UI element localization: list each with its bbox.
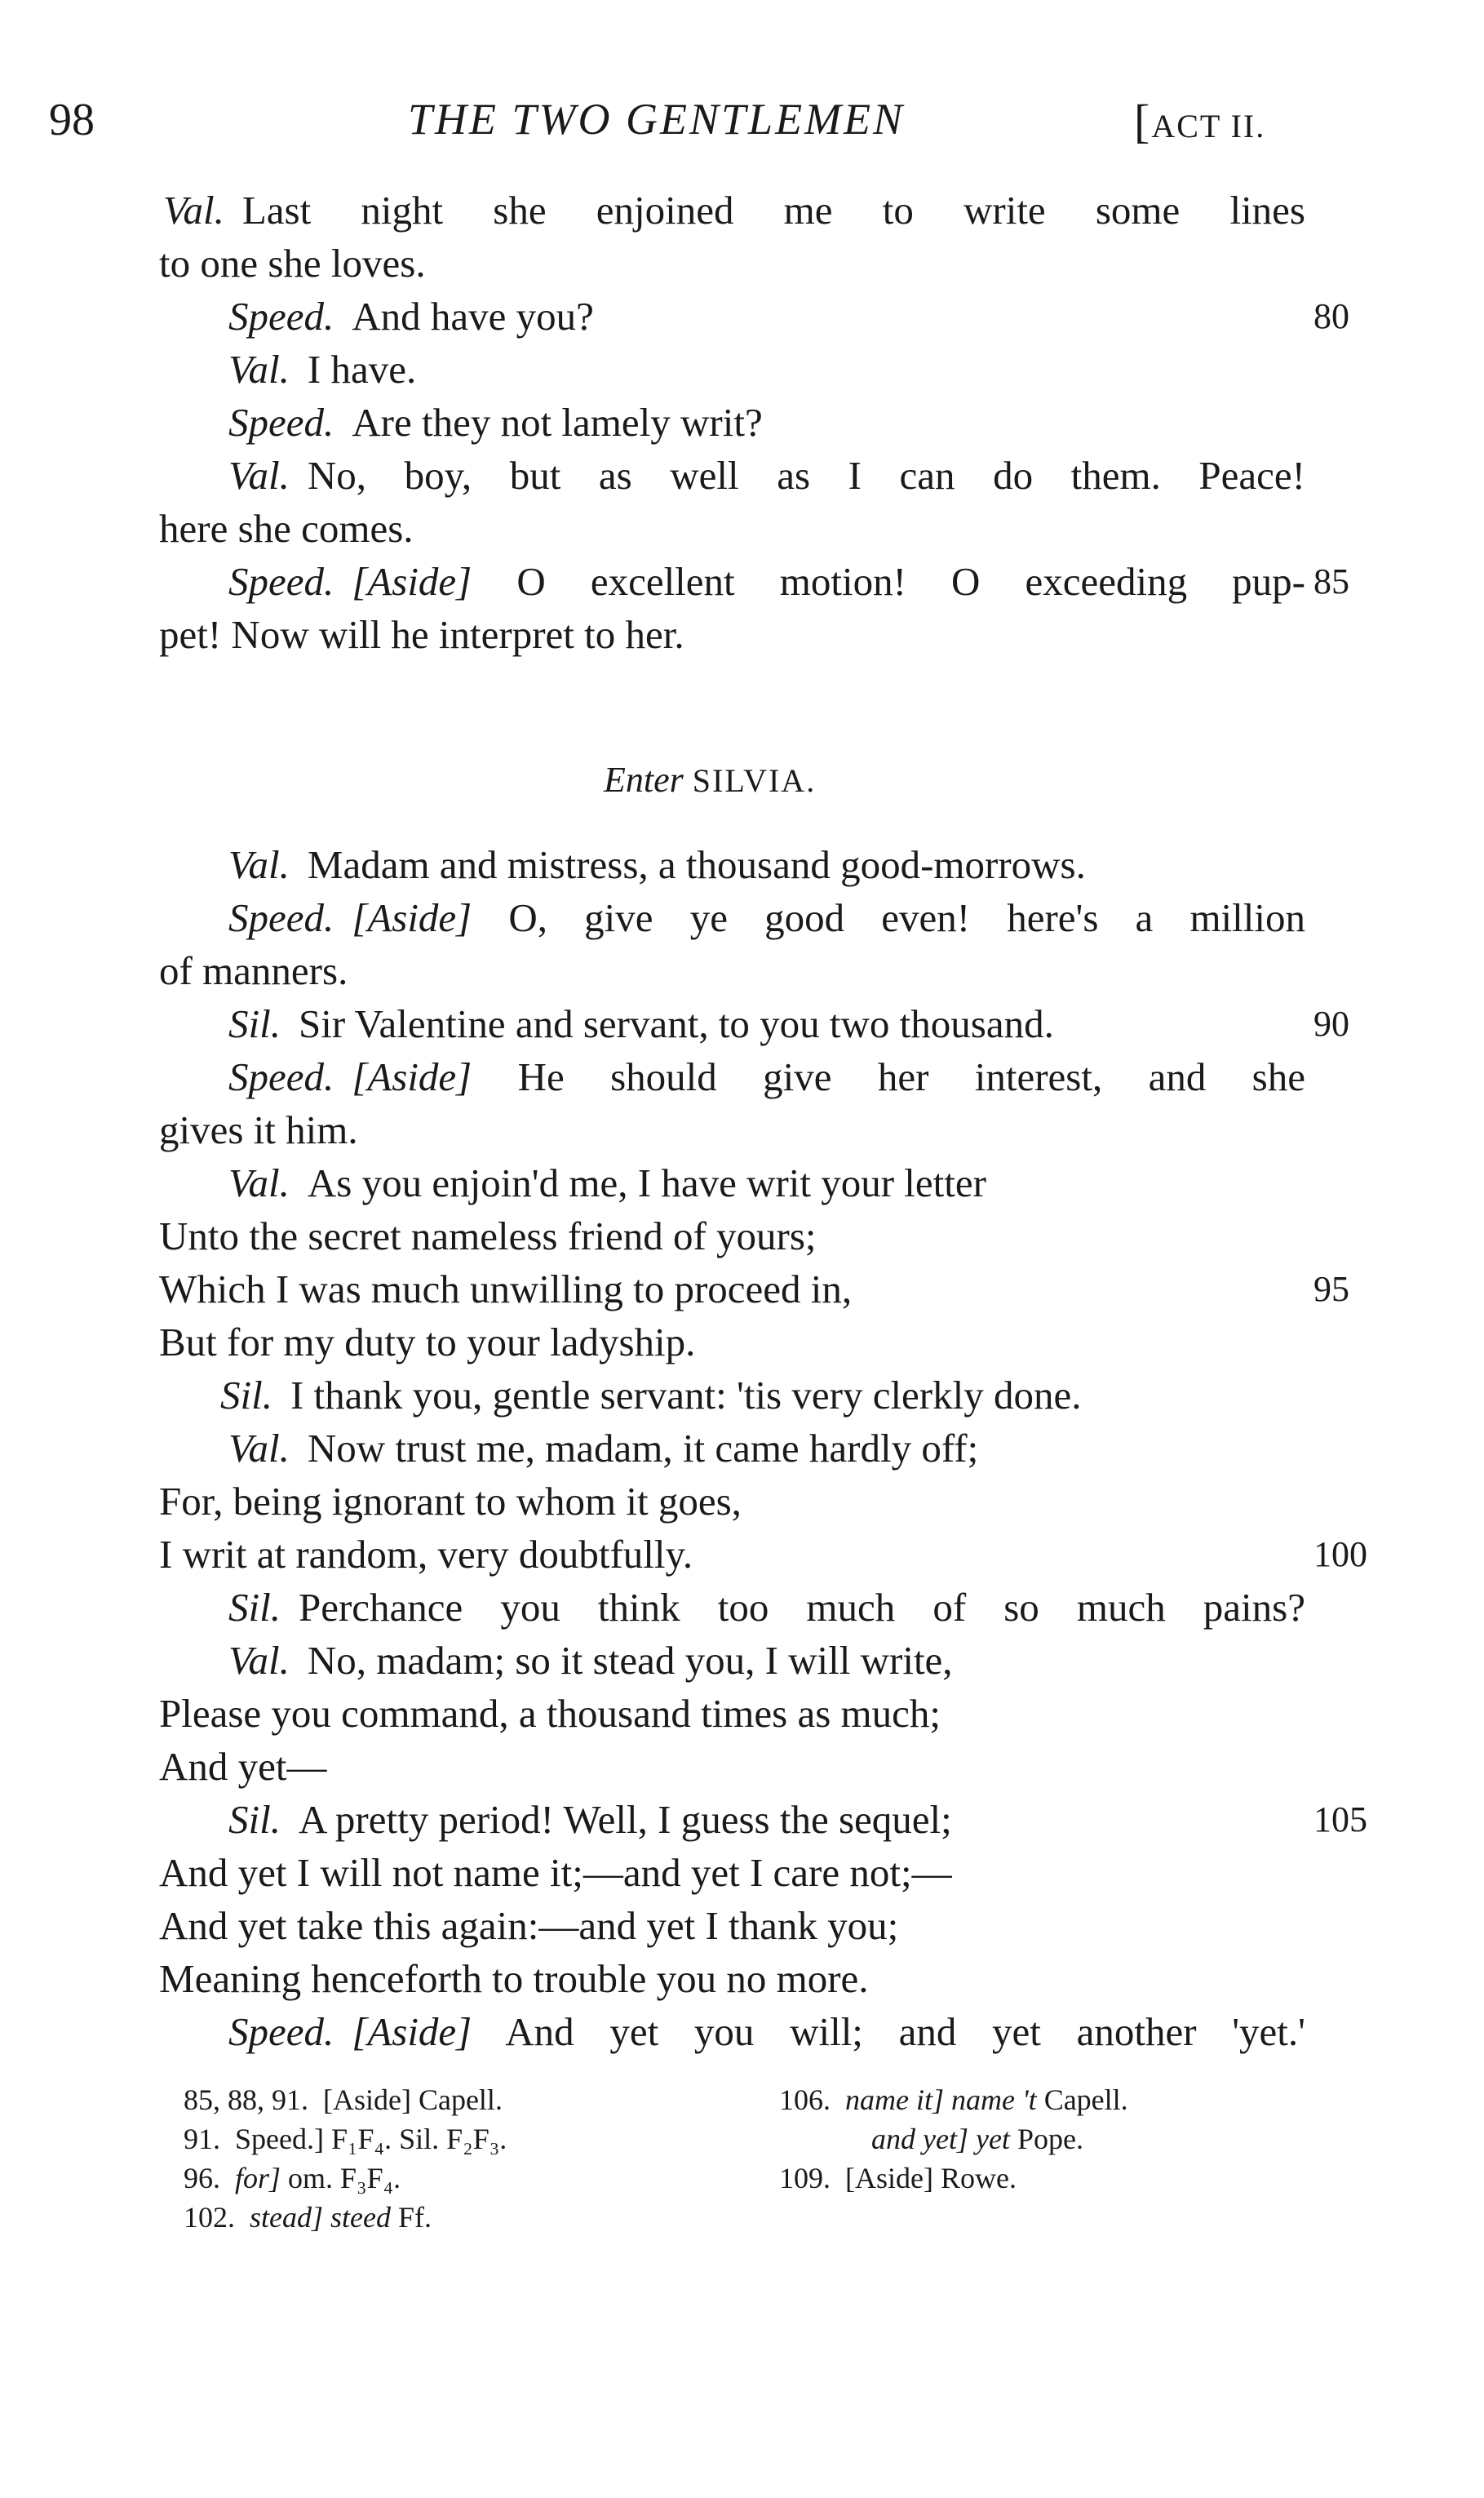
line-text: Perchance you think too much of so much pains?: [298, 1585, 1305, 1630]
text-line: [228, 1000, 1054, 1049]
line-number: 85: [1313, 561, 1349, 601]
text-line: Which I was much unwilling to proceed in,: [159, 1267, 853, 1311]
speaker: Val.: [228, 1426, 290, 1471]
line-text: No, madam; so it stead you, I will write,: [307, 1638, 953, 1683]
speaker: Sil.: [228, 1001, 281, 1046]
text-line: [228, 398, 763, 447]
line-text: Sir Valentine and servant, to you two thousand.: [298, 1001, 1054, 1046]
text-line: [228, 557, 1305, 606]
footnote-lemma: for]: [235, 2162, 281, 2194]
text-line: of manners.: [159, 948, 348, 993]
stage-direction: [Aside]: [352, 2009, 472, 2054]
footnote-ref: 109.: [779, 2162, 831, 2194]
stage-direction: [Aside]: [352, 559, 472, 604]
speaker: Sil.: [220, 1373, 272, 1418]
line-text: O, give ye good even! here's a million: [508, 895, 1306, 940]
footnote-reading: yet: [975, 2123, 1010, 2155]
line-text: I have.: [307, 347, 417, 392]
speaker: Val.: [228, 453, 290, 498]
line-text: I thank you, gentle servant: 'tis very clerkly done.: [290, 1373, 1082, 1418]
footnote: [184, 2199, 432, 2236]
speaker: Sil.: [228, 1797, 281, 1842]
stage-entry: [604, 756, 816, 805]
text-line: [228, 1159, 986, 1208]
line-text: Last night she enjoined me to write some lines: [241, 188, 1305, 233]
footnote-lemma: and yet]: [871, 2123, 968, 2155]
entry-name: SILVIA.: [692, 762, 817, 799]
speaker: Val.: [228, 1160, 290, 1205]
text-line: [228, 1583, 1305, 1632]
footnote-ref: 102.: [184, 2201, 235, 2234]
text-line: For, being ignorant to whom it goes,: [159, 1479, 742, 1524]
line-text: As you enjoin'd me, I have writ your letter: [307, 1160, 986, 1205]
speaker: Speed.: [228, 400, 334, 445]
footnote: [871, 2120, 1083, 2158]
text-line: to one she loves.: [159, 241, 426, 286]
text-line: [228, 345, 416, 394]
line-number: 80: [1313, 296, 1349, 336]
line-text: A pretty period! Well, I guess the sequel;: [298, 1797, 952, 1842]
footnote: [779, 2081, 1128, 2119]
line-number: 105: [1313, 1799, 1367, 1839]
footnote-reading: steed: [330, 2201, 391, 2234]
text-line: here she comes.: [159, 506, 414, 551]
footnote-note: [Aside] Rowe.: [845, 2162, 1017, 2194]
footnote-note: Speed.] F₁F₄. Sil. F₂F₃.: [235, 2123, 507, 2155]
line-number: 90: [1313, 1004, 1349, 1044]
footnote-ref: 85, 88, 91.: [184, 2083, 308, 2116]
text-line: Unto the secret nameless friend of yours;: [159, 1214, 817, 1258]
footnote-lemma: name it]: [845, 2083, 944, 2116]
text-line: gives it him.: [159, 1107, 358, 1152]
text-line: [228, 894, 1305, 943]
text-line: [228, 841, 1086, 890]
line-text: Now trust me, madam, it came hardly off;: [307, 1426, 979, 1471]
text-line: [228, 2008, 1305, 2057]
footnote-lemma: stead]: [250, 2201, 323, 2234]
page-number: 98: [49, 95, 95, 145]
text-line: I writ at random, very doubtfully.: [159, 1532, 693, 1577]
text-line: And yet take this again:—and yet I thank you;: [159, 1903, 899, 1948]
text-line: [228, 1636, 953, 1685]
line-text: O excellent motion! O exceeding pup-: [516, 559, 1305, 604]
footnote: [184, 2159, 401, 2197]
line-text: And yet you will; and yet another 'yet.': [505, 2009, 1306, 2054]
speaker: Speed.: [228, 895, 334, 940]
footnote-note: [Aside] Capell.: [323, 2083, 503, 2116]
line-text: Are they not lamely writ?: [352, 400, 763, 445]
line-text: Madam and mistress, a thousand good-morrows.: [307, 842, 1086, 887]
speaker: Speed.: [228, 559, 334, 604]
footnote-reading: name 't: [951, 2083, 1037, 2116]
line-text: He should give her interest, and she: [517, 1054, 1305, 1099]
footnote-note: Ff.: [397, 2201, 432, 2234]
line-text: No, boy, but as well as I can do them. Peace!: [307, 453, 1305, 498]
text-line: [228, 1424, 978, 1473]
stage-direction: [Aside]: [352, 895, 472, 940]
text-line: [228, 1053, 1305, 1102]
text-line: [228, 1795, 952, 1844]
footnote-note: om. F₃F₄.: [288, 2162, 401, 2194]
text-line: [163, 186, 1305, 235]
act-heading: [1134, 94, 1265, 149]
text-line: And yet—: [159, 1744, 327, 1789]
speaker: Val.: [228, 842, 290, 887]
text-line: pet! Now will he interpret to her.: [159, 612, 684, 657]
act-bracket: [: [1134, 95, 1152, 148]
text-line: Meaning henceforth to trouble you no more.: [159, 1956, 869, 2001]
speaker: Val.: [228, 1638, 290, 1683]
speaker: Sil.: [228, 1585, 281, 1630]
footnote-note: Pope.: [1017, 2123, 1083, 2155]
entry-verb: Enter: [604, 760, 684, 800]
footnote-ref: 106.: [779, 2083, 831, 2116]
footnote-note: Capell.: [1043, 2083, 1128, 2116]
line-number: 100: [1313, 1534, 1367, 1574]
text-line: And yet I will not name it;—and yet I care not;—: [159, 1850, 952, 1895]
text-line: [228, 451, 1305, 500]
text-line: But for my duty to your ladyship.: [159, 1320, 696, 1364]
footnote-ref: 96.: [184, 2162, 220, 2194]
line-text: And have you?: [352, 294, 594, 339]
footnote-ref: 91.: [184, 2123, 220, 2155]
speaker: Speed.: [228, 2009, 334, 2054]
act-label: ACT II.: [1151, 108, 1266, 144]
footnote: [184, 2120, 507, 2158]
text-line: Please you command, a thousand times as much;: [159, 1691, 941, 1736]
stage-direction: [Aside]: [352, 1054, 472, 1099]
speaker: Val.: [163, 188, 224, 233]
speaker: Val.: [228, 347, 290, 392]
line-number: 95: [1313, 1269, 1349, 1309]
speaker: Speed.: [228, 294, 334, 339]
footnote: [779, 2159, 1017, 2197]
text-line: [220, 1371, 1081, 1420]
footnote: [184, 2081, 503, 2119]
speaker: Speed.: [228, 1054, 334, 1099]
running-title: THE TWO GENTLEMEN: [408, 95, 906, 144]
text-line: [228, 292, 594, 341]
